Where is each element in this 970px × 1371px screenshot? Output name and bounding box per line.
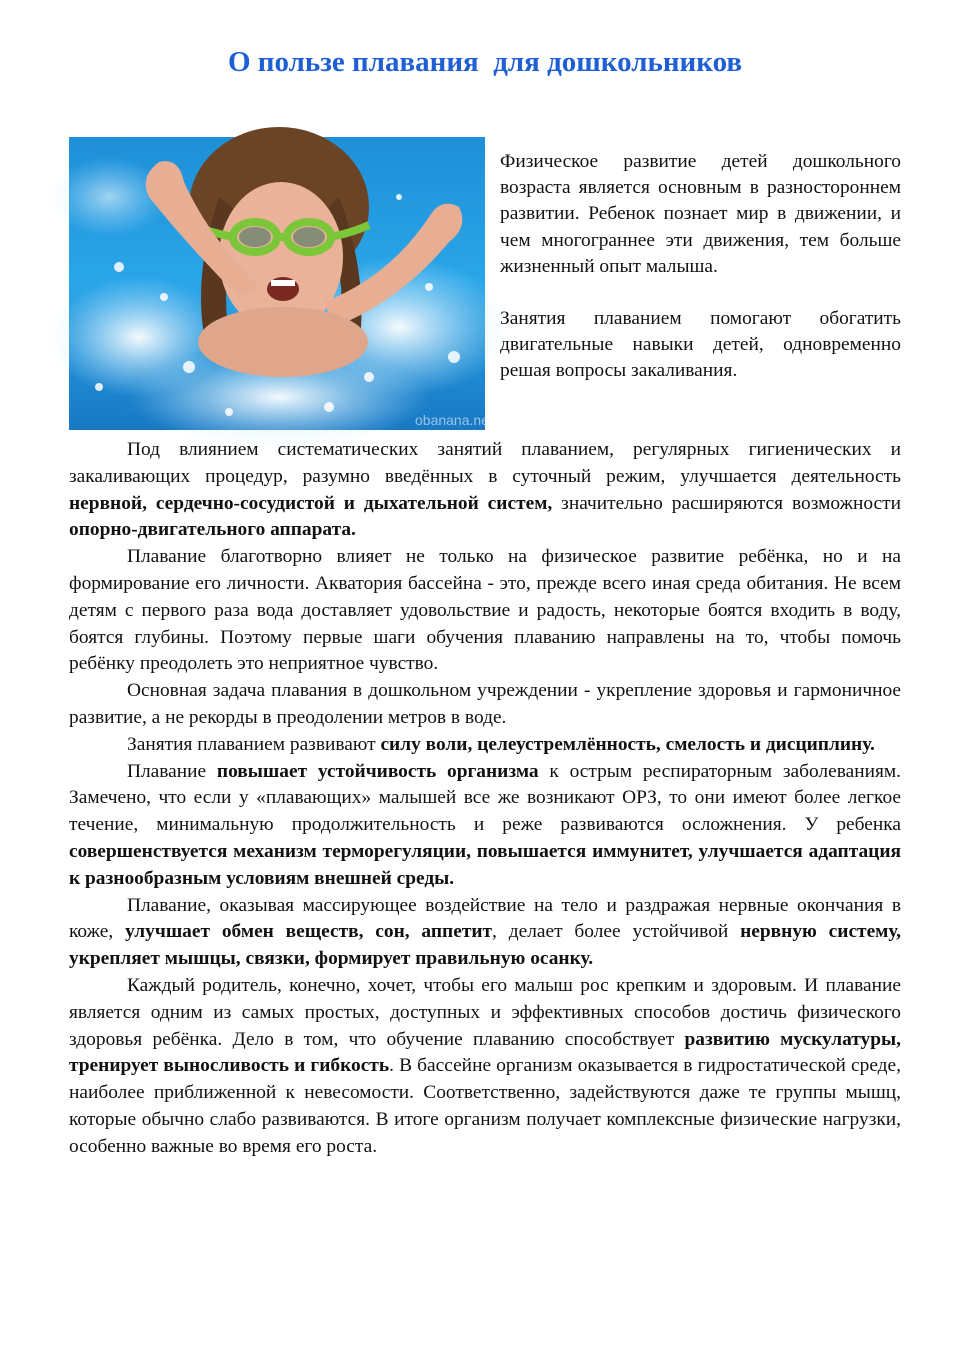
paragraph-systems: Под влиянием систематических занятий плаванием, регулярных гигиенических и закаливающих процедур, разумно введённых в суточный режим, улучшается деятельность нервной, сердечно-сосудистой и дыхательной систем, значительно расширяются возможности опорно-двигательного аппарата.	[69, 439, 901, 541]
intro-paragraph-2: Занятия плаванием помогают обогатить двигательные навыки детей, одновременно решая вопросы закаливания.	[500, 308, 901, 382]
intro-paragraph-1: Физическое развитие детей дошкольного возраста является основным в разностороннем развитии. Ребенок познает мир в движении, и чем многограннее эти движения, тем больше жизненный опыт малыша.	[500, 151, 901, 277]
intro-column	[500, 149, 901, 385]
paragraph-willpower: Занятия плаванием развивают силу воли, целеустремлённость, смелость и дисциплину.	[127, 733, 875, 755]
paragraph-parents: Каждый родитель, конечно, хочет, чтобы его малыш рос крепким и здоровым. И плавание является одним из самых простых, доступных и эффективных способов достичь физического здоровья ребёнка. Дело в том, что обучение плаванию способствует развитию мускулатуры, тренирует выносливость и гибкость. В бассейне организм оказывается в гидростатической среде, наиболее приближенной к невесомости. Соответственно, задействуются даже те группы мышц, которые обычно слабо развиваются. В итоге организм получает комплексные физические нагрузки, особенно важные во время его роста.	[69, 974, 902, 1157]
paragraph-massage: Плавание, оказывая массирующее воздействие на тело и раздражая нервные окончания в коже, улучшает обмен веществ, сон, аппетит, делает более устойчивой нервную систему, укрепляет мышцы, связки, формирует правильную осанку.	[69, 894, 901, 970]
paragraph-main-task: Основная задача плавания в дошкольном учреждении - укрепление здоровья и гармоничное развитие, а не рекорды в преодолении метров в воде.	[69, 680, 901, 728]
swimming-child-photo	[69, 137, 493, 430]
paragraph-personality: Плавание благотворно влияет не только на физическое развитие ребёнка, но и на формирование его личности. Акватория бассейна - это, прежде всего иная среда обитания. Не всем детям с первого раза вода доставляет удовольствие и радость, некоторые боятся входить в воду, боятся глубины. Поэтому первые шаги обучения плаванию направлены на то, чтобы помочь ребёнку преодолеть это неприятное чувство.	[69, 546, 901, 675]
photo-watermark: obanana.net	[415, 412, 493, 428]
article-body	[69, 437, 901, 1161]
paragraph-resistance: Плавание повышает устойчивость организма к острым респираторным заболеваниям. Замечено, что если у «плавающих» малышей все же возникают ОРЗ, то они имеют более легкое течение, минимальную продолжительность и реже развиваются осложнения. У ребенка совершенствуется механизм терморегуляции, повышается иммунитет, улучшается адаптация к разнообразным условиям внешней среды.	[69, 760, 901, 889]
page-title: О пользе плавания для дошкольников	[227, 46, 743, 78]
